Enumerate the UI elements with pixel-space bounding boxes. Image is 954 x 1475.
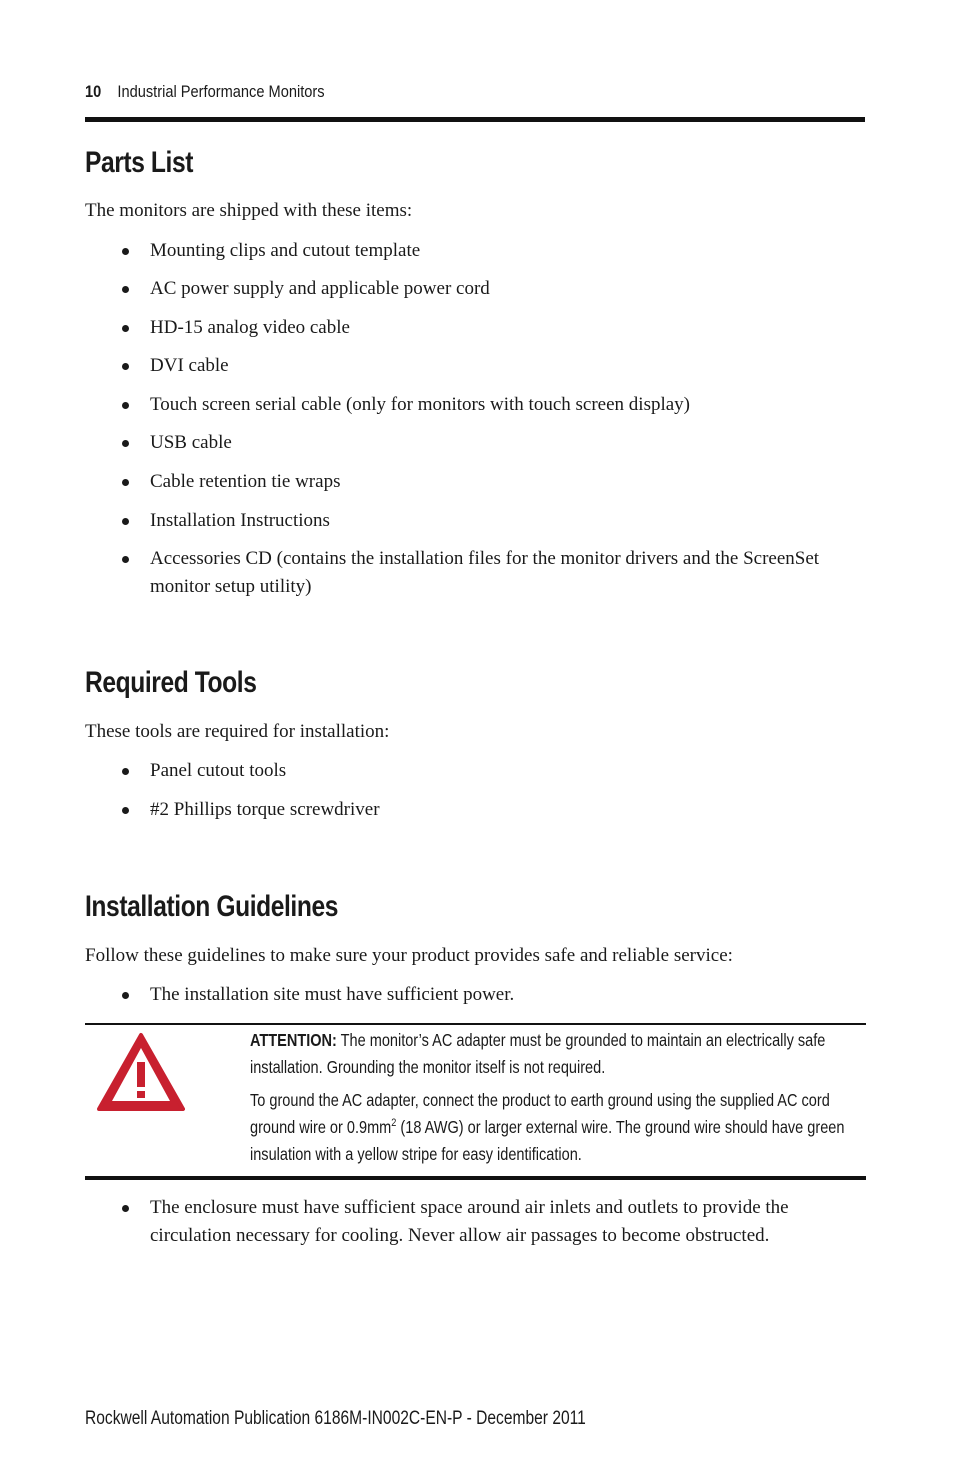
- list-item: USB cable: [85, 429, 865, 457]
- warning-triangle-icon: [97, 1032, 185, 1112]
- list-item: Panel cutout tools: [85, 757, 865, 785]
- attention-paragraph-2: To ground the AC adapter, connect the product to earth ground using the supplied AC cord ground wire or $0.9mm^2$ (18 AWG) or larger external wire. The ground wire should have green insulation with a yellow stripe for easy identification.: [250, 1090, 845, 1164]
- guidelines-list-2: [85, 1194, 865, 1250]
- page-number: 10: [85, 82, 102, 101]
- attention-label: ATTENTION:: [250, 1030, 337, 1050]
- page-header: [85, 82, 756, 102]
- list-item: Touch screen serial cable (only for monitors with touch screen display): [85, 391, 865, 419]
- page-footer: Rockwell Automation Publication 6186M-IN002C-EN-P - December 2011: [85, 1408, 586, 1429]
- header-title: Industrial Performance Monitors: [117, 82, 325, 101]
- list-item: DVI cable: [85, 352, 865, 380]
- parts-list: [85, 237, 865, 601]
- parts-list-intro: The monitors are shipped with these items:: [85, 200, 413, 221]
- parts-list-heading: Parts List: [85, 146, 194, 179]
- attention-box: [85, 1023, 866, 1180]
- required-tools-list: [85, 757, 865, 824]
- list-item: Mounting clips and cutout template: [85, 237, 865, 265]
- required-tools-heading: Required Tools: [85, 666, 257, 699]
- list-item: The installation site must have sufficient power.: [85, 981, 865, 1009]
- attention-text: [250, 1027, 864, 1168]
- list-item: HD-15 analog video cable: [85, 314, 865, 342]
- list-item: #2 Phillips torque screwdriver: [85, 796, 865, 824]
- list-item: Accessories CD (contains the installation files for the monitor drivers and the ScreenSet monitor setup utility): [85, 545, 865, 601]
- list-item: Installation Instructions: [85, 507, 865, 535]
- header-rule: [85, 117, 865, 122]
- installation-guidelines-intro: Follow these guidelines to make sure your product provides safe and reliable service:: [85, 945, 733, 966]
- required-tools-intro: These tools are required for installation:: [85, 721, 390, 742]
- list-item: Cable retention tie wraps: [85, 468, 865, 496]
- list-item: The enclosure must have sufficient space around air inlets and outlets to provide the circulation necessary for cooling. Never allow air passages to become obstructed.: [85, 1194, 865, 1250]
- list-item: AC power supply and applicable power cord: [85, 275, 865, 303]
- guidelines-list-1: [85, 981, 865, 1009]
- attention-paragraph-1: ATTENTION: The monitor’s AC adapter must be grounded to maintain an electrically safe installation. Grounding the monitor itself is not required.: [250, 1030, 826, 1077]
- installation-guidelines-heading: Installation Guidelines: [85, 890, 339, 923]
